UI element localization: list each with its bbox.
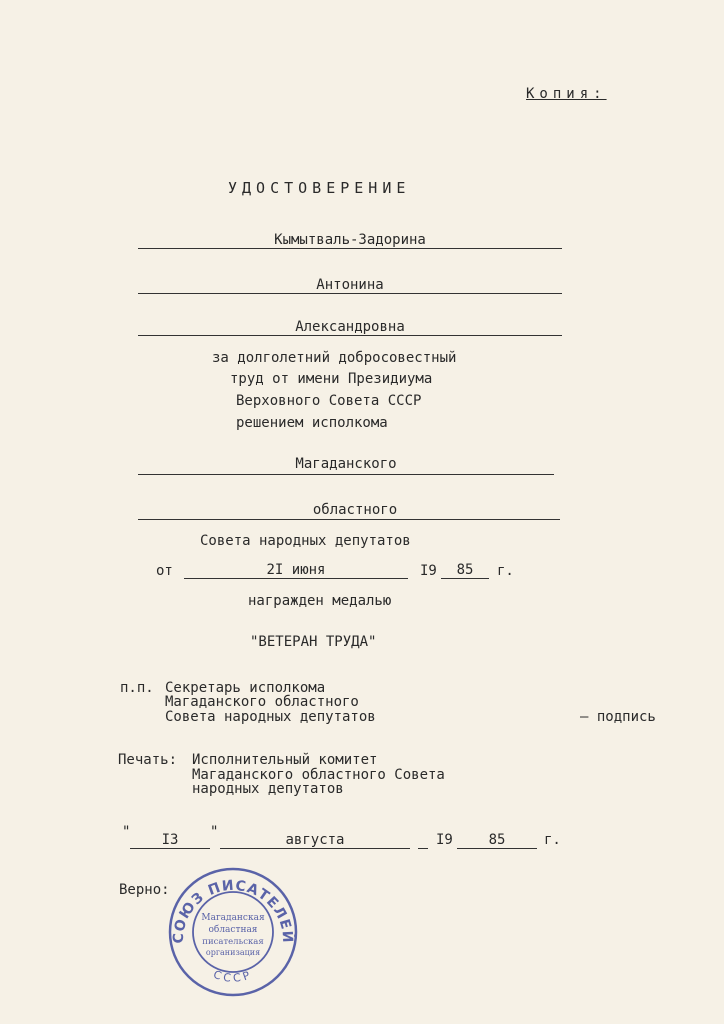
recipient-patronymic: Александровна	[295, 319, 405, 335]
issue-day: I3	[161, 832, 179, 848]
seal-line-2: Магаданского областного Совета	[192, 767, 445, 783]
council-body: Совета народных депутатов	[200, 533, 411, 549]
copy-mark: Копия:	[526, 86, 607, 102]
stamp-inner-line-3: писательская	[202, 937, 264, 947]
council-level: областного	[312, 502, 398, 518]
issue-gap-underline	[418, 848, 428, 849]
stamp-inner-line-2: областная	[208, 925, 258, 935]
issue-year-prefix: I9	[436, 832, 453, 848]
stamp-bottom-text: СССР	[211, 967, 255, 985]
stamp-outer-text: СОЮЗ ПИСАТЕЛЕЙ	[170, 877, 296, 944]
medal-name: "ВЕТЕРАН ТРУДА"	[250, 634, 377, 650]
awarded-line: награжден медалью	[248, 593, 392, 609]
writers-union-stamp	[167, 866, 299, 998]
award-text-line-4: решением исполкома	[236, 415, 388, 431]
award-text-line-3: Верховного Совета СССР	[236, 393, 422, 409]
issue-year-underline	[457, 848, 537, 849]
recipient-first-name: Антонина	[316, 277, 384, 293]
decision-day-month: 2I июня	[266, 562, 326, 578]
decision-date-prefix: от	[156, 563, 173, 579]
document-title: УДОСТОВЕРЕНИЕ	[228, 179, 411, 197]
issue-close-quote: "	[210, 824, 219, 840]
issue-day-underline	[130, 848, 210, 849]
verified-label: Верно:	[119, 882, 170, 898]
region-underline	[138, 474, 554, 475]
signature-line-2: Магаданского областного	[165, 694, 359, 710]
seal-label: Печать:	[118, 752, 178, 768]
recipient-surname: Кымытваль-Задорина	[274, 232, 426, 248]
surname-underline	[138, 248, 562, 249]
level-underline	[138, 519, 560, 520]
council-region: Магаданского	[295, 456, 397, 472]
issue-year-suffix: 85	[488, 832, 506, 848]
seal-line-3: народных депутатов	[192, 781, 344, 797]
decision-day-month-underline	[184, 578, 408, 579]
decision-year-prefix: I9	[420, 563, 437, 579]
stamp-inner-line-1: Магаданская	[201, 913, 265, 923]
signature-line-1: Секретарь исполкома	[165, 680, 326, 696]
first-name-underline	[138, 293, 562, 294]
patronymic-underline	[138, 335, 562, 336]
decision-year-underline	[441, 578, 489, 579]
issue-date-suffix: г.	[544, 832, 561, 848]
signature-line-3: Совета народных депутатов	[165, 709, 376, 725]
signature-mark: – подпись	[580, 709, 656, 725]
stamp-inner-line-4: организация	[205, 948, 261, 957]
issue-month: августа	[285, 832, 345, 848]
award-text-line-1: за долголетний добросовестный	[212, 350, 457, 366]
decision-year-suffix: 85	[456, 562, 474, 578]
seal-line-1: Исполнительный комитет	[192, 752, 378, 768]
signature-pp: п.п.	[120, 680, 154, 696]
award-text-line-2: труд от имени Президиума	[230, 371, 433, 387]
issue-open-quote: "	[122, 824, 131, 840]
decision-date-suffix: г.	[497, 563, 514, 579]
issue-month-underline	[220, 848, 410, 849]
